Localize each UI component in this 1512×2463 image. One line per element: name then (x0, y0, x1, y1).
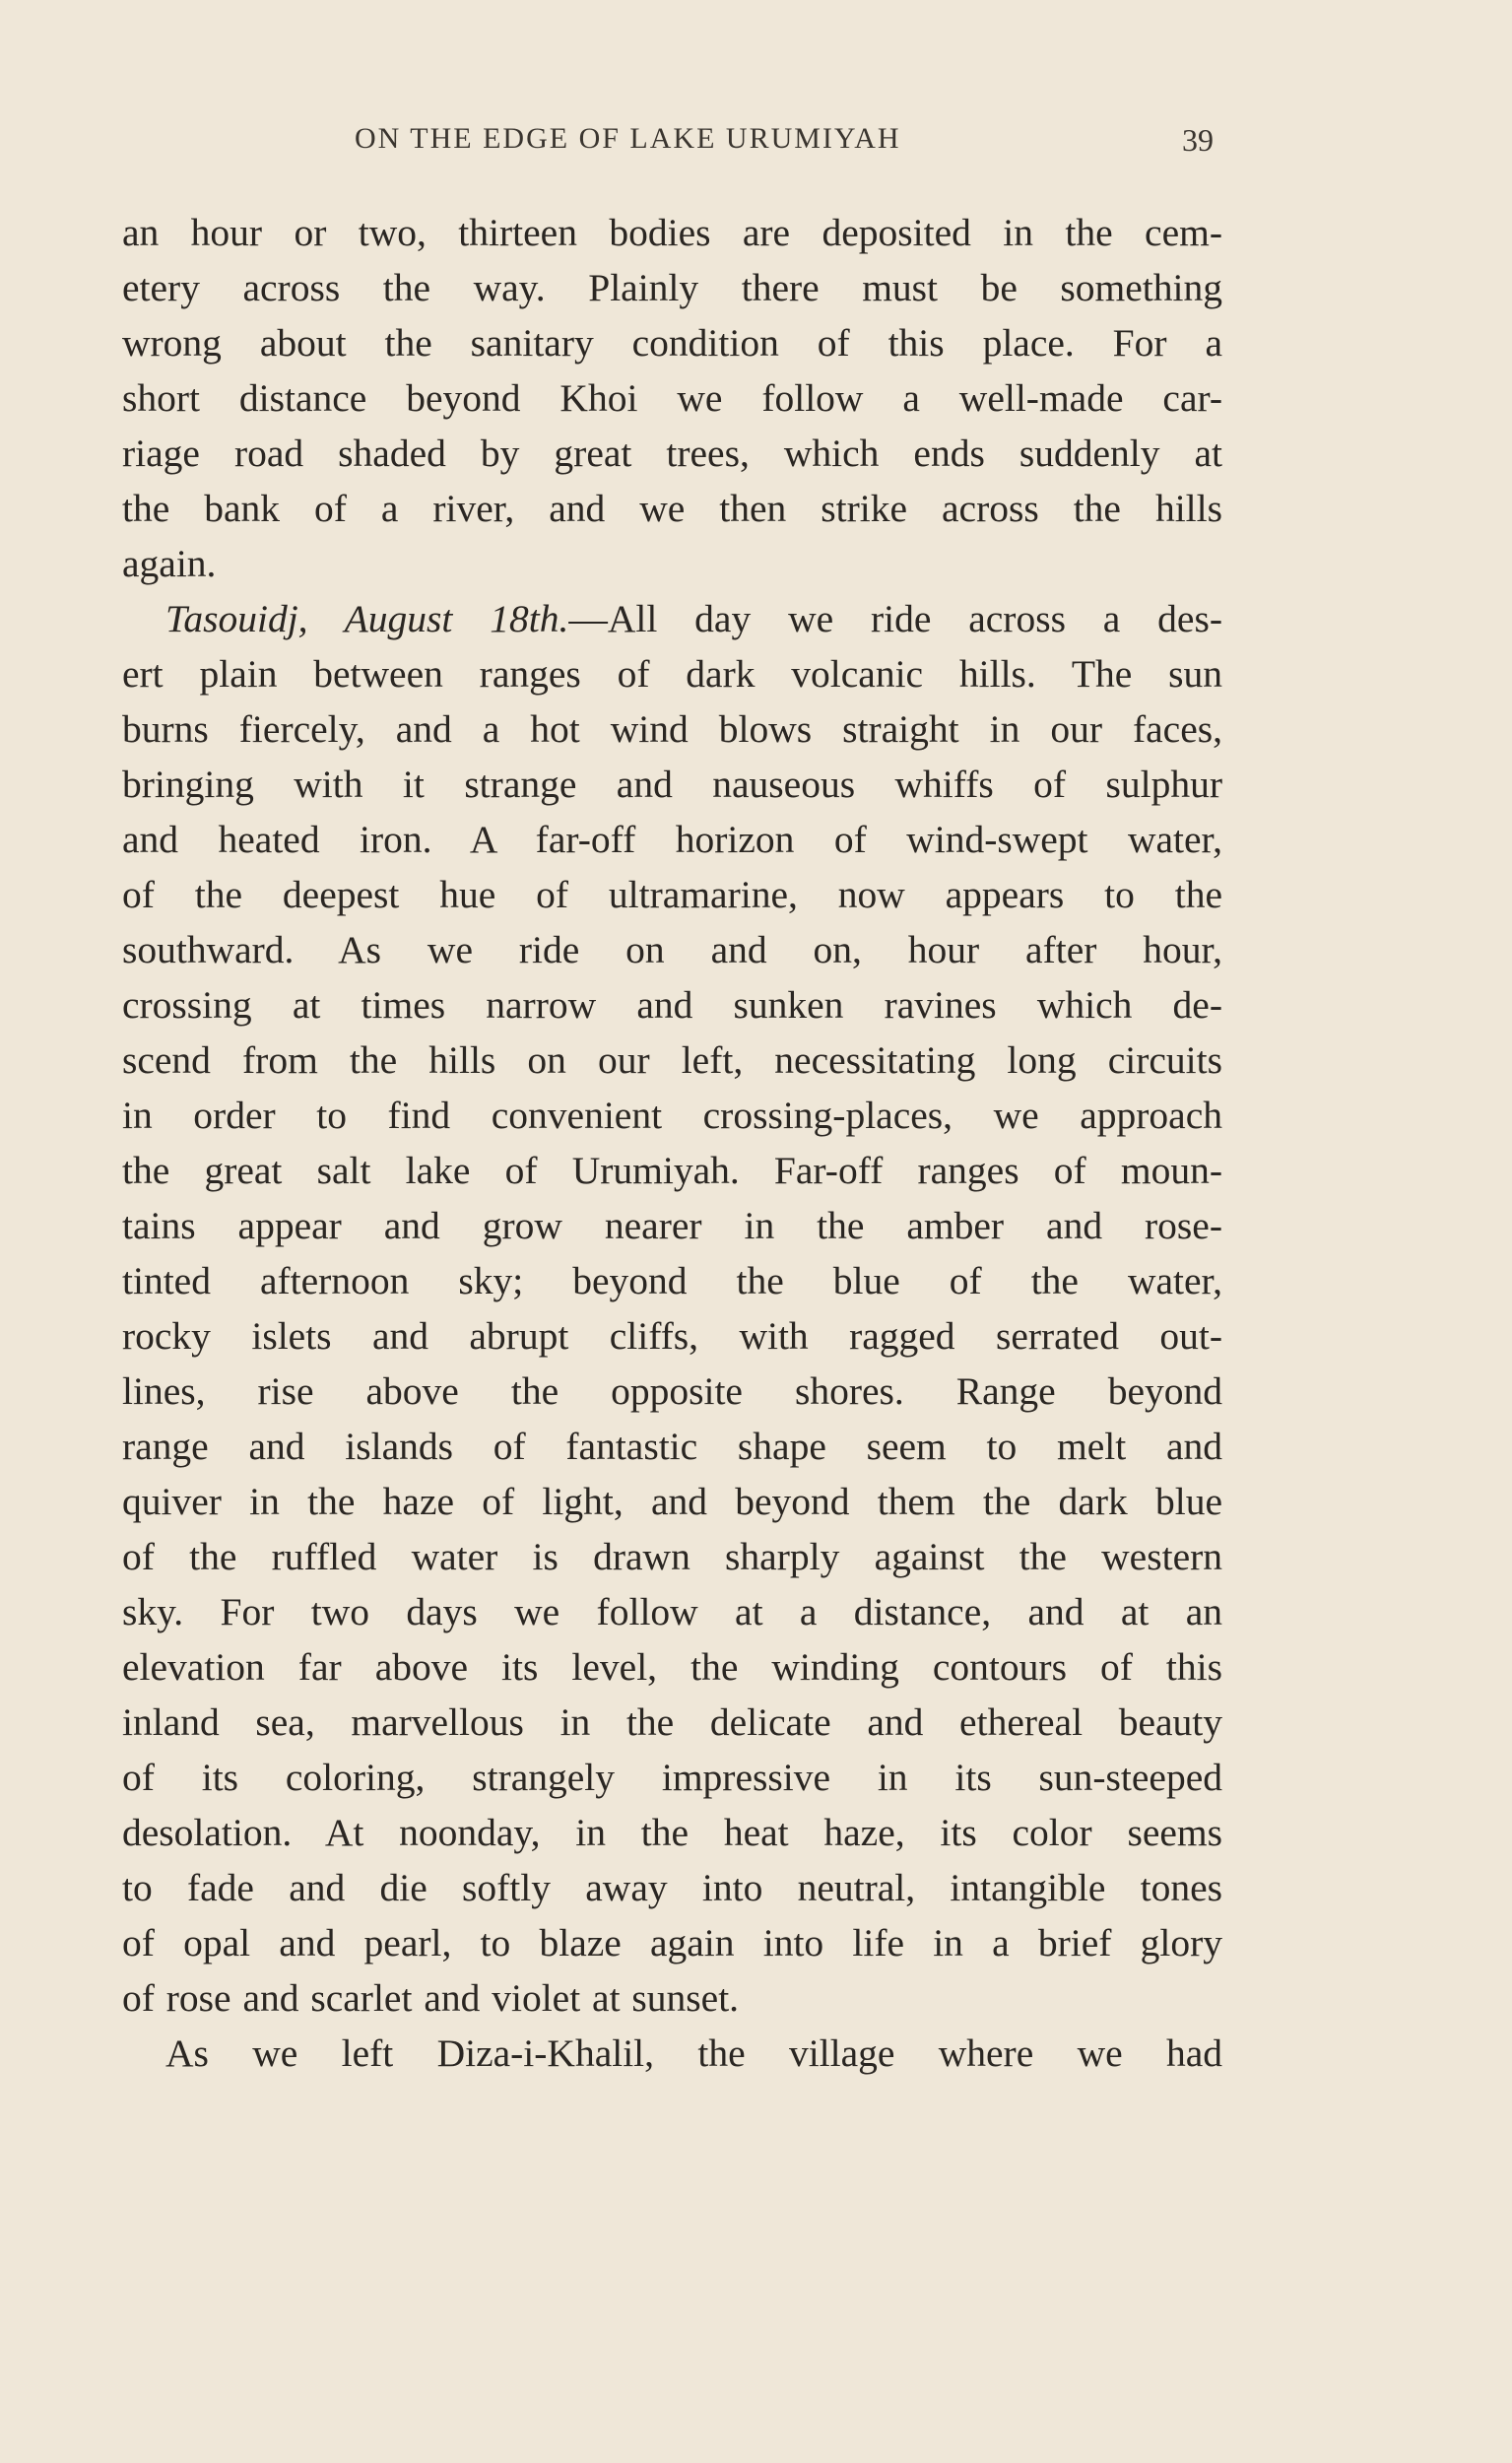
text-line: lines, rise above the opposite shores. Range beyond (122, 1369, 1222, 1413)
body-text (122, 205, 1222, 2081)
text-line: an hour or two, thirteen bodies are deposited in the cem- (122, 211, 1222, 254)
text-line: inland sea, marvellous in the delicate and ethereal beauty (122, 1700, 1222, 1744)
text-line: As we left Diza-i-Khalil, the village where we had (165, 2031, 1222, 2075)
text-line: of the deepest hue of ultramarine, now appears to the (122, 873, 1222, 916)
text-line: to fade and die softly away into neutral, intangible tones (122, 1866, 1222, 1909)
text-line: sky. For two days we follow at a distance, and at an (122, 1590, 1222, 1633)
text-line: in order to find convenient crossing-places, we approach (122, 1094, 1222, 1137)
text-segment: —All day we ride across a des- (568, 597, 1222, 640)
text-line: the bank of a river, and we then strike across the hills (122, 487, 1222, 530)
text-line: etery across the way. Plainly there must be something (122, 266, 1222, 309)
text-line: and heated iron. A far-off horizon of wind-swept water, (122, 818, 1222, 861)
text-line: of its coloring, strangely impressive in its sun-steeped (122, 1756, 1222, 1799)
text-line: the great salt lake of Urumiyah. Far-off ranges of moun- (122, 1149, 1222, 1192)
running-head: ON THE EDGE OF LAKE URUMIYAH (355, 122, 901, 155)
text-line: desolation. At noonday, in the heat haze, its color seems (122, 1811, 1222, 1854)
text-line: short distance beyond Khoi we follow a well-made car- (122, 376, 1222, 420)
text-line: tains appear and grow nearer in the amber and rose- (122, 1204, 1222, 1247)
text-line: tinted afternoon sky; beyond the blue of the water, (122, 1259, 1222, 1302)
text-line: bringing with it strange and nauseous whiffs of sulphur (122, 763, 1222, 806)
text-line: again. (122, 542, 217, 585)
text-line: crossing at times narrow and sunken ravines which de- (122, 983, 1222, 1027)
text-line: of the ruffled water is drawn sharply against the western (122, 1535, 1222, 1578)
text-line: of rose and scarlet and violet at sunset. (122, 1976, 740, 2020)
text-line: of opal and pearl, to blaze again into life in a brief glory (122, 1921, 1222, 1964)
text-line: wrong about the sanitary condition of this place. For a (122, 321, 1222, 365)
text-line: rocky islets and abrupt cliffs, with ragged serrated out- (122, 1314, 1222, 1358)
text-line: scend from the hills on our left, necessitating long circuits (122, 1038, 1222, 1082)
text-line: southward. As we ride on and on, hour after hour, (122, 928, 1222, 971)
text-line: burns fiercely, and a hot wind blows straight in our faces, (122, 707, 1222, 751)
text-line: riage road shaded by great trees, which ends suddenly at (122, 432, 1222, 475)
text-line-dated-entry (122, 591, 1222, 646)
page-number: 39 (1182, 122, 1214, 158)
text-line: elevation far above its level, the winding contours of this (122, 1645, 1222, 1689)
text-line: quiver in the haze of light, and beyond them the dark blue (122, 1480, 1222, 1523)
text-line: range and islands of fantastic shape seem to melt and (122, 1425, 1222, 1468)
text-line: ert plain between ranges of dark volcanic hills. The sun (122, 652, 1222, 696)
dateline: Tasouidj, August 18th. (165, 597, 569, 640)
